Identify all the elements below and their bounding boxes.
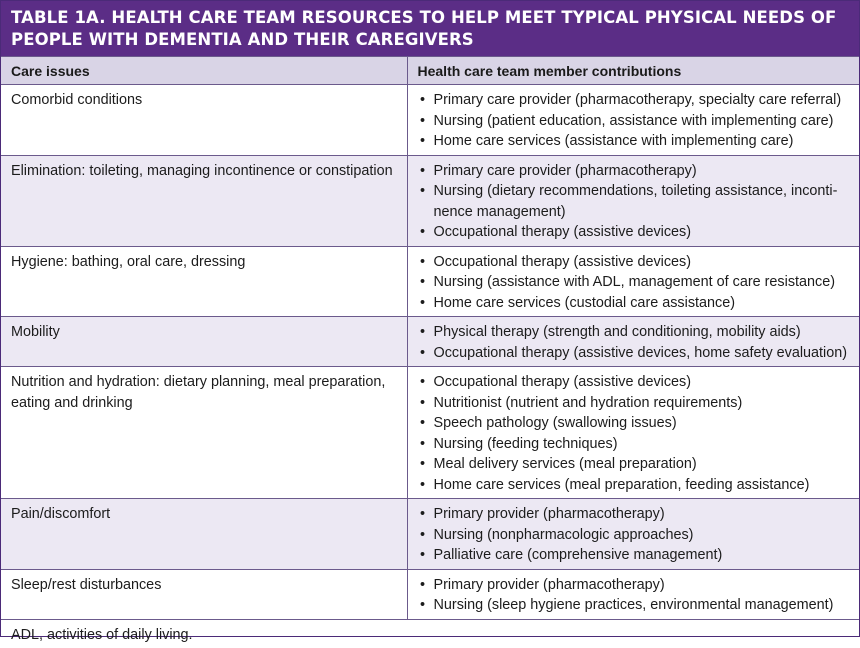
list-item xyxy=(412,545,850,566)
contributions-cell xyxy=(407,155,859,246)
list-item xyxy=(412,161,850,182)
bullet-icon: • xyxy=(418,372,428,393)
list-item-text: Nutritionist (nutrient and hydration requirements) xyxy=(434,395,743,411)
list-item xyxy=(412,111,850,132)
list-item xyxy=(412,343,850,364)
list-item xyxy=(412,393,850,414)
contributions-list xyxy=(412,90,850,152)
list-item xyxy=(412,413,850,434)
list-item xyxy=(412,525,850,546)
list-item xyxy=(412,252,850,273)
bullet-icon: • xyxy=(418,222,428,243)
bullet-icon: • xyxy=(418,454,428,475)
list-item-text: Palliative care (comprehensive management) xyxy=(434,547,723,563)
bullet-icon: • xyxy=(418,525,428,546)
contributions-list xyxy=(412,252,850,314)
contributions-cell xyxy=(407,499,859,570)
list-item-text: Meal delivery services (meal preparation) xyxy=(434,456,697,472)
list-item xyxy=(412,90,850,111)
bullet-icon: • xyxy=(418,575,428,596)
list-item-text: Occupational therapy (assistive devices, home safety evaluation) xyxy=(434,345,848,361)
contributions-list xyxy=(412,322,850,363)
contributions-cell xyxy=(407,85,859,156)
list-item-text: Occupational therapy (assistive devices) xyxy=(434,374,692,390)
list-item-text: Primary care provider (pharmacotherapy, specialty care referral) xyxy=(434,92,842,108)
bullet-icon: • xyxy=(418,293,428,314)
list-item xyxy=(412,575,850,596)
table-row xyxy=(1,246,859,317)
list-item-text: Speech pathology (swallowing issues) xyxy=(434,415,677,431)
list-item-text: Home care services (custodial care assistance) xyxy=(434,295,736,311)
list-item-text: Primary provider (pharmacotherapy) xyxy=(434,506,665,522)
table-row xyxy=(1,155,859,246)
bullet-icon: • xyxy=(418,545,428,566)
bullet-icon: • xyxy=(418,475,428,496)
list-item-text: Occupational therapy (assistive devices) xyxy=(434,254,692,270)
footnote: ADL, activities of daily living. xyxy=(1,619,859,648)
list-item-text: Nursing (feeding techniques) xyxy=(434,436,618,452)
list-item xyxy=(412,504,850,525)
list-item xyxy=(412,434,850,455)
header-care-issues: Care issues xyxy=(1,57,407,85)
bullet-icon: • xyxy=(418,504,428,525)
list-item xyxy=(412,595,850,616)
contributions-cell xyxy=(407,367,859,499)
list-item xyxy=(412,181,850,222)
care-issue-cell: Nutrition and hydration: dietary planning, meal preparation, eating and drinking xyxy=(1,367,407,499)
bullet-icon: • xyxy=(418,413,428,434)
bullet-icon: • xyxy=(418,434,428,455)
list-item xyxy=(412,131,850,152)
care-issue-cell: Sleep/rest disturbances xyxy=(1,569,407,619)
list-item-text: Occupational therapy (assistive devices) xyxy=(434,224,692,240)
list-item-text: Nursing (nonpharmacologic approaches) xyxy=(434,527,694,543)
care-issue-cell: Elimination: toileting, managing incontinence or constipation xyxy=(1,155,407,246)
care-issue-cell: Mobility xyxy=(1,317,407,367)
bullet-icon: • xyxy=(418,595,428,616)
table-row xyxy=(1,499,859,570)
list-item-text: Nursing (dietary recommendations, toileting assistance, inconti-nence management) xyxy=(434,183,838,220)
table-title-line-2: PEOPLE WITH DEMENTIA AND THEIR CAREGIVERS xyxy=(11,29,849,51)
list-item-text: Primary provider (pharmacotherapy) xyxy=(434,577,665,593)
list-item-text: Home care services (assistance with implementing care) xyxy=(434,133,794,149)
contributions-list xyxy=(412,504,850,566)
list-item-text: Nursing (assistance with ADL, management of care resistance) xyxy=(434,274,836,290)
list-item xyxy=(412,475,850,496)
bullet-icon: • xyxy=(418,322,428,343)
table-header-row xyxy=(1,57,859,85)
table-row xyxy=(1,85,859,156)
bullet-icon: • xyxy=(418,161,428,182)
bullet-icon: • xyxy=(418,343,428,364)
list-item-text: Nursing (sleep hygiene practices, environmental management) xyxy=(434,597,834,613)
bullet-icon: • xyxy=(418,181,428,202)
care-issue-cell: Pain/discomfort xyxy=(1,499,407,570)
care-issue-cell: Comorbid conditions xyxy=(1,85,407,156)
list-item xyxy=(412,222,850,243)
list-item-text: Primary care provider (pharmacotherapy) xyxy=(434,163,697,179)
list-item xyxy=(412,372,850,393)
table-row xyxy=(1,569,859,619)
contributions-list xyxy=(412,575,850,616)
contributions-cell xyxy=(407,246,859,317)
footnote-row xyxy=(1,619,859,648)
list-item xyxy=(412,322,850,343)
table-row xyxy=(1,317,859,367)
contributions-list xyxy=(412,372,850,495)
bullet-icon: • xyxy=(418,252,428,273)
header-contributions: Health care team member contributions xyxy=(407,57,859,85)
table-body xyxy=(1,85,859,648)
list-item xyxy=(412,272,850,293)
contributions-list xyxy=(412,161,850,243)
table-title-line-1: TABLE 1A. HEALTH CARE TEAM RESOURCES TO HELP MEET TYPICAL PHYSICAL NEEDS OF xyxy=(11,7,849,29)
list-item xyxy=(412,293,850,314)
bullet-icon: • xyxy=(418,90,428,111)
table-title xyxy=(1,1,859,56)
bullet-icon: • xyxy=(418,131,428,152)
contributions-cell xyxy=(407,569,859,619)
care-resources-table xyxy=(1,56,859,648)
list-item-text: Nursing (patient education, assistance with implementing care) xyxy=(434,113,834,129)
bullet-icon: • xyxy=(418,111,428,132)
bullet-icon: • xyxy=(418,393,428,414)
list-item-text: Physical therapy (strength and conditioning, mobility aids) xyxy=(434,324,801,340)
bullet-icon: • xyxy=(418,272,428,293)
table-row xyxy=(1,367,859,499)
list-item-text: Home care services (meal preparation, feeding assistance) xyxy=(434,477,810,493)
list-item xyxy=(412,454,850,475)
contributions-cell xyxy=(407,317,859,367)
care-issue-cell: Hygiene: bathing, oral care, dressing xyxy=(1,246,407,317)
